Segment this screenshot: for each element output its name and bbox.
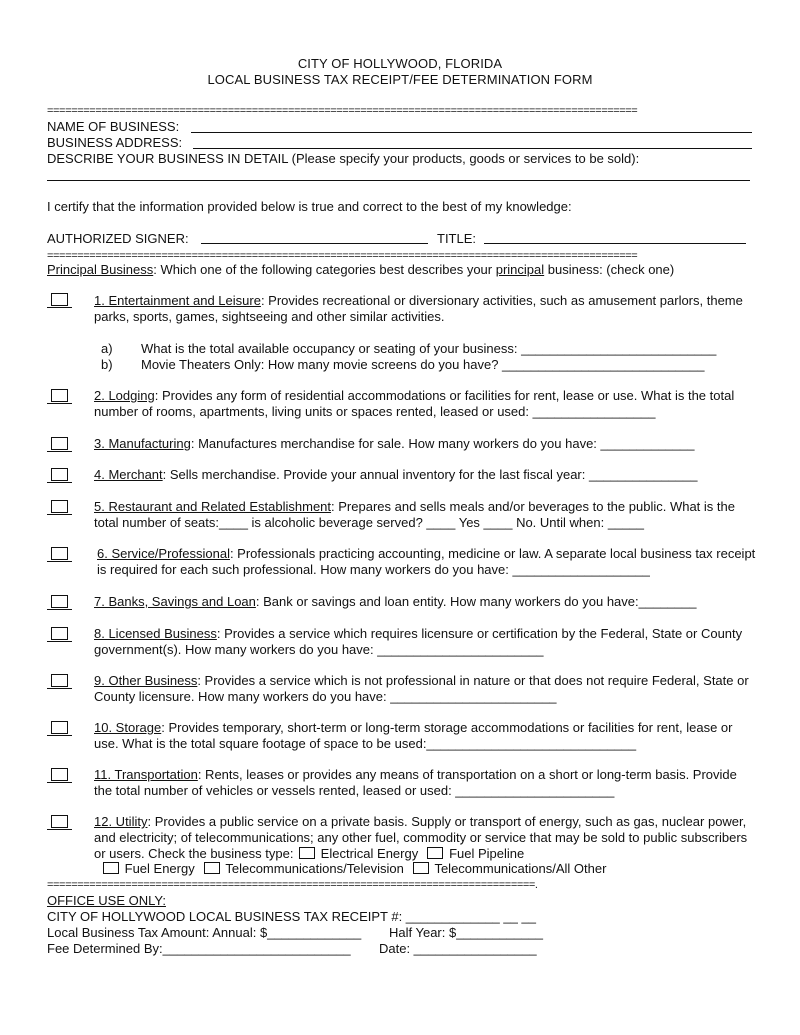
category-7 <box>94 594 756 610</box>
title-label: TITLE: <box>437 231 477 246</box>
form-city-title: CITY OF HOLLYWOOD, FLORIDA <box>297 56 503 71</box>
category-1-checkbox[interactable] <box>51 293 68 306</box>
describe-input-line[interactable] <box>47 180 750 181</box>
category-heading: 9. Other Business <box>94 673 198 688</box>
form-title: LOCAL BUSINESS TAX RECEIPT/FEE DETERMINATION FORM <box>207 72 593 87</box>
category-text: : Manufactures merchandise for sale. How many workers do you have: _____________ <box>190 436 695 451</box>
principal-label: Principal Business <box>47 262 154 277</box>
category-2-checkbox[interactable] <box>51 389 68 402</box>
telecom-tv-label: Telecommunications/Television <box>225 861 404 876</box>
fuel-energy-checkbox[interactable] <box>103 862 119 874</box>
category-8 <box>94 626 756 658</box>
electrical-energy-label: Electrical Energy <box>320 846 419 861</box>
question-b-letter: b) <box>101 357 113 372</box>
category-heading: 12. Utility <box>94 814 148 829</box>
category-heading: 11. Transportation <box>94 767 198 782</box>
category-2 <box>94 388 756 420</box>
category-text: : Provides any form of residential accommodations or facilities for rent, lease or use. What is the total number of rooms, apartments, living units or spaces rented, leased or used: _________________ <box>94 388 735 419</box>
category-11-checkbox[interactable] <box>51 768 68 781</box>
signer-label: AUTHORIZED SIGNER: <box>47 231 189 246</box>
category-12-checkbox[interactable] <box>51 815 68 828</box>
category-text: : Rents, leases or provides any means of transportation on a short or long-term basis. Provide the total number of vehicles or vessels rented, leased or used: ______________________ <box>94 767 737 798</box>
category-8-checkbox[interactable] <box>51 627 68 640</box>
address-input-line[interactable] <box>193 148 752 149</box>
utility-types-row <box>101 861 606 877</box>
address-label: BUSINESS ADDRESS: <box>47 135 183 150</box>
category-9-checkbox[interactable] <box>51 674 68 687</box>
category-heading: 3. Manufacturing <box>94 436 191 451</box>
principal-text-end: business: (check one) <box>544 262 675 277</box>
office-use-heading: OFFICE USE ONLY: <box>47 893 166 908</box>
category-1 <box>94 293 756 325</box>
category-5-checkbox[interactable] <box>51 500 68 513</box>
principal-business-prompt <box>47 262 674 278</box>
category-3 <box>94 436 756 452</box>
category-heading: 8. Licensed Business <box>94 626 217 641</box>
category-6-checkbox[interactable] <box>51 547 68 560</box>
category-text: : Provides temporary, short-term or long-term storage accommodations or facilities for rent, lease or use. What is the total square footage of space to be used:_____________________________ <box>94 720 733 751</box>
certify-statement: I certify that the information provided below is true and correct to the best of my knowledge: <box>47 199 572 214</box>
fuel-pipeline-label: Fuel Pipeline <box>449 846 525 861</box>
category-heading: 10. Storage <box>94 720 162 735</box>
title-input-line[interactable] <box>484 243 746 244</box>
receipt-number-field: CITY OF HOLLYWOOD LOCAL BUSINESS TAX RECEIPT #: _____________ __ __ <box>47 909 536 924</box>
category-text: : Professionals practicing accounting, medicine or law. A separate local business tax receipt is required for each such professional. How many workers do you have: ___________________ <box>97 546 756 577</box>
category-text: : Provides a service which is not professional in nature or that does not require Federal, State or County licensure. How many workers do you have: _______________________ <box>94 673 749 704</box>
name-input-line[interactable] <box>191 132 752 133</box>
category-heading: 2. Lodging <box>94 388 155 403</box>
category-9 <box>94 673 756 705</box>
category-heading: 1. Entertainment and Leisure <box>94 293 261 308</box>
half-year-field: Half Year: $____________ <box>389 925 543 940</box>
describe-label: DESCRIBE YOUR BUSINESS IN DETAIL (Please specify your products, goods or services to be sold): <box>47 151 640 166</box>
category-heading: 7. Banks, Savings and Loan <box>94 594 256 609</box>
principal-word: principal <box>495 262 545 277</box>
category-text: : Provides recreational or diversionary activities, such as amusement parlors, theme parks, sports, games, sightseeing and other similar activities. <box>94 293 743 324</box>
question-a-text: What is the total available occupancy or seating of your business: ___________________________ <box>141 341 717 356</box>
category-12 <box>94 814 756 862</box>
category-text: : Provides a public service on a private basis. Supply or transport of energy, such as gas, nuclear power, and electricity; of telecommunications; any other fuel, commodity or service that may be sold to public subscribers or users. Check the business type: <box>94 814 748 861</box>
question-a-letter: a) <box>101 341 113 356</box>
category-heading: 4. Merchant <box>94 467 163 482</box>
category-text: : Provides a service which requires licensure or certification by the Federal, State or County government(s). How many workers do you have: _______________________ <box>94 626 743 657</box>
fuel-pipeline-checkbox[interactable] <box>427 847 443 859</box>
principal-text: : Which one of the following categories best describes your <box>153 262 496 277</box>
category-heading: 6. Service/Professional <box>97 546 230 561</box>
separator-end: =================================================================================. <box>47 879 538 891</box>
signer-input-line[interactable] <box>201 243 428 244</box>
category-text: : Bank or savings and loan entity. How many workers do you have:________ <box>255 594 697 609</box>
category-6 <box>97 546 757 578</box>
fuel-energy-label: Fuel Energy <box>124 861 195 876</box>
date-field: Date: _________________ <box>379 941 537 956</box>
name-label: NAME OF BUSINESS: <box>47 119 180 134</box>
category-4-checkbox[interactable] <box>51 468 68 481</box>
category-11 <box>94 767 756 799</box>
separator: ================================================================================================== <box>47 105 638 117</box>
question-b-text: Movie Theaters Only: How many movie screens do you have? ____________________________ <box>141 357 705 372</box>
category-10 <box>94 720 756 752</box>
separator: ================================================================================================== <box>47 250 638 262</box>
category-10-checkbox[interactable] <box>51 721 68 734</box>
category-text: : Sells merchandise. Provide your annual inventory for the last fiscal year: _______________ <box>162 467 698 482</box>
electrical-energy-checkbox[interactable] <box>299 847 315 859</box>
telecom-tv-checkbox[interactable] <box>204 862 220 874</box>
telecom-other-checkbox[interactable] <box>413 862 429 874</box>
category-4 <box>94 467 756 483</box>
fee-determined-by-field: Fee Determined By:__________________________ <box>47 941 351 956</box>
category-5 <box>94 499 756 531</box>
telecom-other-label: Telecommunications/All Other <box>434 861 607 876</box>
category-7-checkbox[interactable] <box>51 595 68 608</box>
category-3-checkbox[interactable] <box>51 437 68 450</box>
category-heading: 5. Restaurant and Related Establishment <box>94 499 332 514</box>
category-text: : Prepares and sells meals and/or beverages to the public. What is the total number of seats:____ is alcoholic beverage served? ____ Yes ____ No. Until when: _____ <box>94 499 735 530</box>
annual-amount-field: Local Business Tax Amount: Annual: $_____________ <box>47 925 362 940</box>
